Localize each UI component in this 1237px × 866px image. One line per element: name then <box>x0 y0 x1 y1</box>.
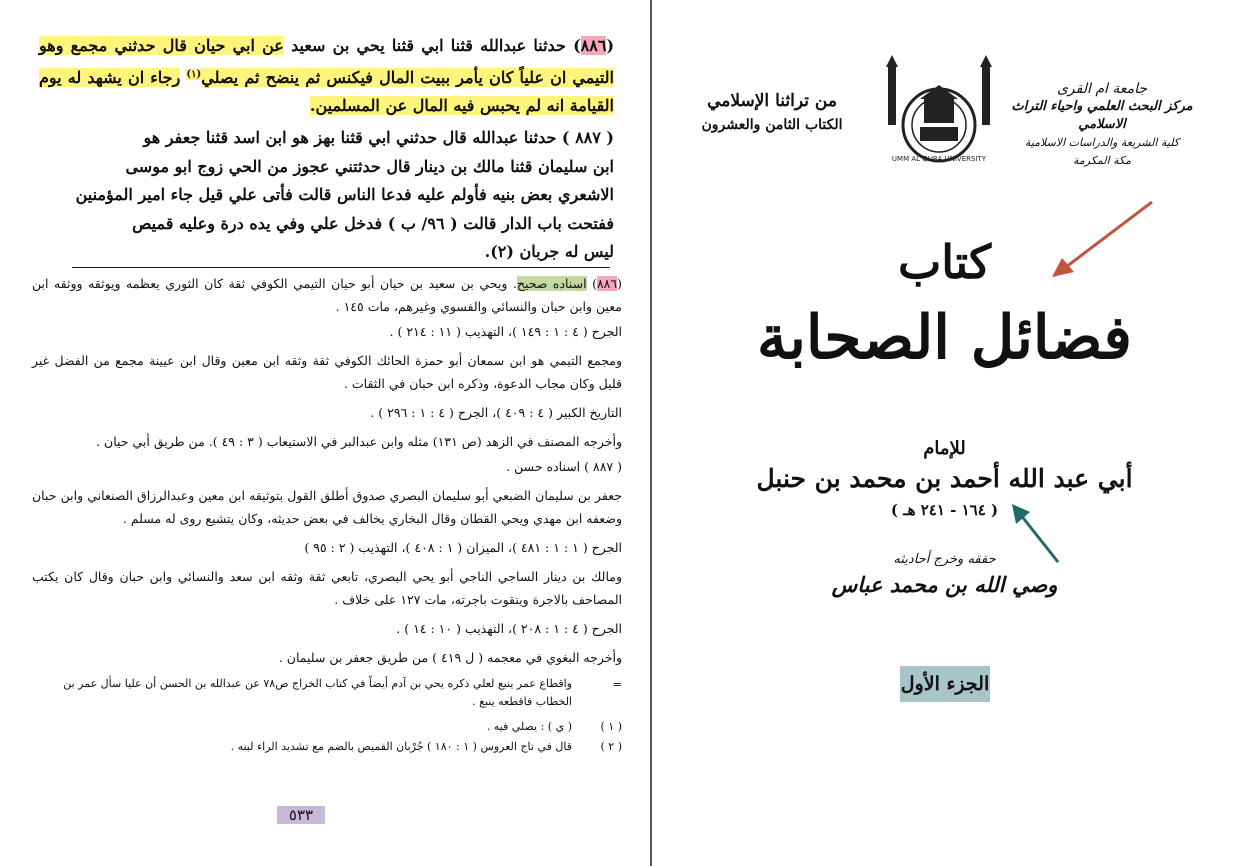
research-center: مركز البحث العلمي واحياء التراث الاسلامي <box>1011 99 1193 132</box>
university-emblem-icon <box>880 55 998 165</box>
volume-label: الجزء الأول <box>900 666 990 702</box>
continuation-mark: = <box>612 678 622 691</box>
note-887: ( ٨٨٧ ) اسناده حسن . <box>506 459 622 474</box>
hadith-887-line-3: الاشعري بعض بنيه فأولم عليه فدعا الناس قالت فأتى علي قيل جاء امير المؤمنين <box>75 185 614 204</box>
hadith-887-line-2: ابن سليمان قثنا مالك بن دينار قال حدثتني عجوز من الحي زوج ابو موسى <box>125 156 614 176</box>
hadith-886-number: ٨٨٦ <box>580 36 607 55</box>
note-paragraph-4: التاريخ الكبير ( ٤ : ٤٠٩ )، الجرح ( ٤ : ١ : ٢٩٦ ) . <box>370 405 622 420</box>
footnote-1-number: ( ١ ) <box>600 720 622 733</box>
hadith-886-part1: حدثنا عبدالله قثنا ابي قثنا يحي بن سعيد <box>291 36 566 55</box>
page-number: ٥٣٣ <box>277 806 325 824</box>
footnote-2 <box>32 737 622 757</box>
faculty-name: كلية الشريعة والدراسات الاسلامية <box>1024 136 1180 149</box>
right-page-title <box>652 0 1237 866</box>
note-paragraph-12 <box>32 675 622 711</box>
city-name: مكة المكرمة <box>1072 154 1132 167</box>
note-paragraph-11: وأخرجه البغوي في معجمه ( ل ٤١٩ ) من طريق جعفر بن سليمان . <box>278 650 622 665</box>
note-886: (٨٨٦) اسناده صحيح. ويحي بن سعيد بن حيان أبو حيان التيمي الكوفي ثقة كان الثوري يعظمه ويوثقه ووثقه ابن معين وابن حبان والنسائي والفسوي وغيرهم، مات ١٤٥ . <box>32 276 622 314</box>
hadith-886-footnote-ref: (١) <box>186 68 202 80</box>
book-title-main: فضائل الصحابة <box>757 303 1132 373</box>
hadith-886-highlight-2: رجاء ان يشهد له يوم القيامة انه لم يحبس فيه المال عن المسلمين. <box>39 67 614 116</box>
note-paragraph-5: وأخرجه المصنف في الزهد (ص ١٣١) مثله وابن عبدالبر في الاستيعاب ( ٣ : ٤٩ ). من طريق أبي حيان . <box>96 434 622 449</box>
footnote-1 <box>32 717 622 737</box>
footnote-2-number: ( ٢ ) <box>600 740 622 753</box>
note-paragraph-2: الجرح ( ٤ : ١ : ١٤٩ )، التهذيب ( ١١ : ٢١٤ ) . <box>389 324 622 339</box>
hadith-887-line-5: ليس له جربان (٢). <box>484 242 614 261</box>
author-name: أبي عبد الله أحمد بن محمد بن حنبل <box>756 464 1133 493</box>
book-title-kitab: كتاب <box>897 235 992 289</box>
emblem-label: UMM AL QURA UNIVERSITY <box>891 155 987 163</box>
note-paragraph-8: الجرح ( ١ : ١ : ٤٨١ )، الميزان ( ١ : ٤٠٨ )، التهذيب ( ٢ : ٩٥ ) <box>304 540 622 555</box>
hadith-886: (٨٨٦) حدثنا عبدالله قثنا ابي قثنا يحي بن سعيد عن ابي حيان قال حدثني مجمع وهو التيمي ان علياً كان يأمر ببيت المال فيكنس ثم ينضح ثم يصلي$^{(١)}$ رجاء ان يشهد له يوم القيامة انه لم يحبس فيه المال عن المسلمين. <box>39 36 615 116</box>
note-paragraph-10: الجرح ( ٤ : ١ : ٢٠٨ )، التهذيب ( ١٠ : ١٤ ) . <box>396 621 622 636</box>
editor-label: حققه وخرج أحاديثه <box>893 552 996 567</box>
note-paragraph-9: ومالك بن دينار الساجي الناجي أبو يحي البصري، تابعي ثقة وثقه ابن سعد والنسائي وابن حبان وقال كان يكتب المصاحف بالاجرة ويتقوت باجرته، مات ١٢٧ على خلاف . <box>32 569 622 607</box>
author-dates: ( ١٦٤ - ٢٤١ هـ ) <box>890 501 999 519</box>
footnote-divider <box>72 267 610 268</box>
university-header <box>997 80 1207 170</box>
hadith-887 <box>39 124 614 267</box>
series-info <box>672 88 872 136</box>
note-paragraph-3: ومجمع التيمي هو ابن سمعان أبو حمزة الحائك الكوفي ثقة وثقه ابن معين وقال ابن عيينة مجمع من الفضل غير قليل وكان مجاب الدعوة، وذكره ابن حبان في الثقات . <box>32 353 622 391</box>
series-book-number: الكتاب الثامن والعشرون <box>701 117 843 133</box>
note-886-text: . ويحي بن سعيد بن حيان أبو حيان التيمي الكوفي ثقة كان الثوري يعظمه ويوثقه ووثقه ابن معين وابن حبان والنسائي والفسوي وغيرهم، مات ١٤٥ . <box>32 276 622 314</box>
footnote-2-text: قال في تاج العروس ( ١ : ١٨٠ ) جُرْبان القميص بالضم مع تشديد الراء لبنه . <box>230 740 572 753</box>
note-886-grade: اسناده صحيح <box>516 276 587 291</box>
note-paragraph-12-text: واقطاع عمر ينبع لعلي ذكره يحي بن آدم أيضاً في كتاب الخراج ص٧٨ عن عبدالله بن الحسن أن عليا سأل عمر بن الخطاب فاقطعه ينبع . <box>63 677 572 708</box>
hadith-886-highlight-1: عن ابي حيان قال حدثني مجمع وهو التيمي ان علياً كان يأمر ببيت المال فيكنس ثم ينضح ثم يصلي <box>39 36 614 87</box>
commentary-notes <box>32 272 622 757</box>
footnote-1-text: ( ي ) : يصلي فيه . <box>486 720 572 733</box>
university-name: جامعة ام القرى <box>1056 81 1148 97</box>
series-name: من تراثنا الإسلامي <box>707 91 837 111</box>
editor-name: وصي الله بن محمد عباس <box>831 572 1058 597</box>
note-886-number: ٨٨٦ <box>596 276 618 291</box>
hadith-887-line-4: ففتحت باب الدار قالت ( ٩٦/ ب ) فدخل علي وفي يده درة وعليه قميص <box>132 213 614 233</box>
hadith-887-line-1: ( ٨٨٧ ) حدثنا عبدالله قال حدثني ابي قثنا بهز هو ابن اسد قثنا جعفر هو <box>143 128 614 147</box>
author-title: للإمام <box>923 438 966 459</box>
note-paragraph-7: جعفر بن سليمان الضبعي أبو سليمان البصري صدوق أطلق القول بتوثيقه ابن معين وعبدالرزاق الصنعاني وابن حبان وضعفه ابن مهدي ويحي القطان وقال البخاري يخالف في بعض حديثه، وكان يتشيع روى له مسلم . <box>32 488 622 526</box>
